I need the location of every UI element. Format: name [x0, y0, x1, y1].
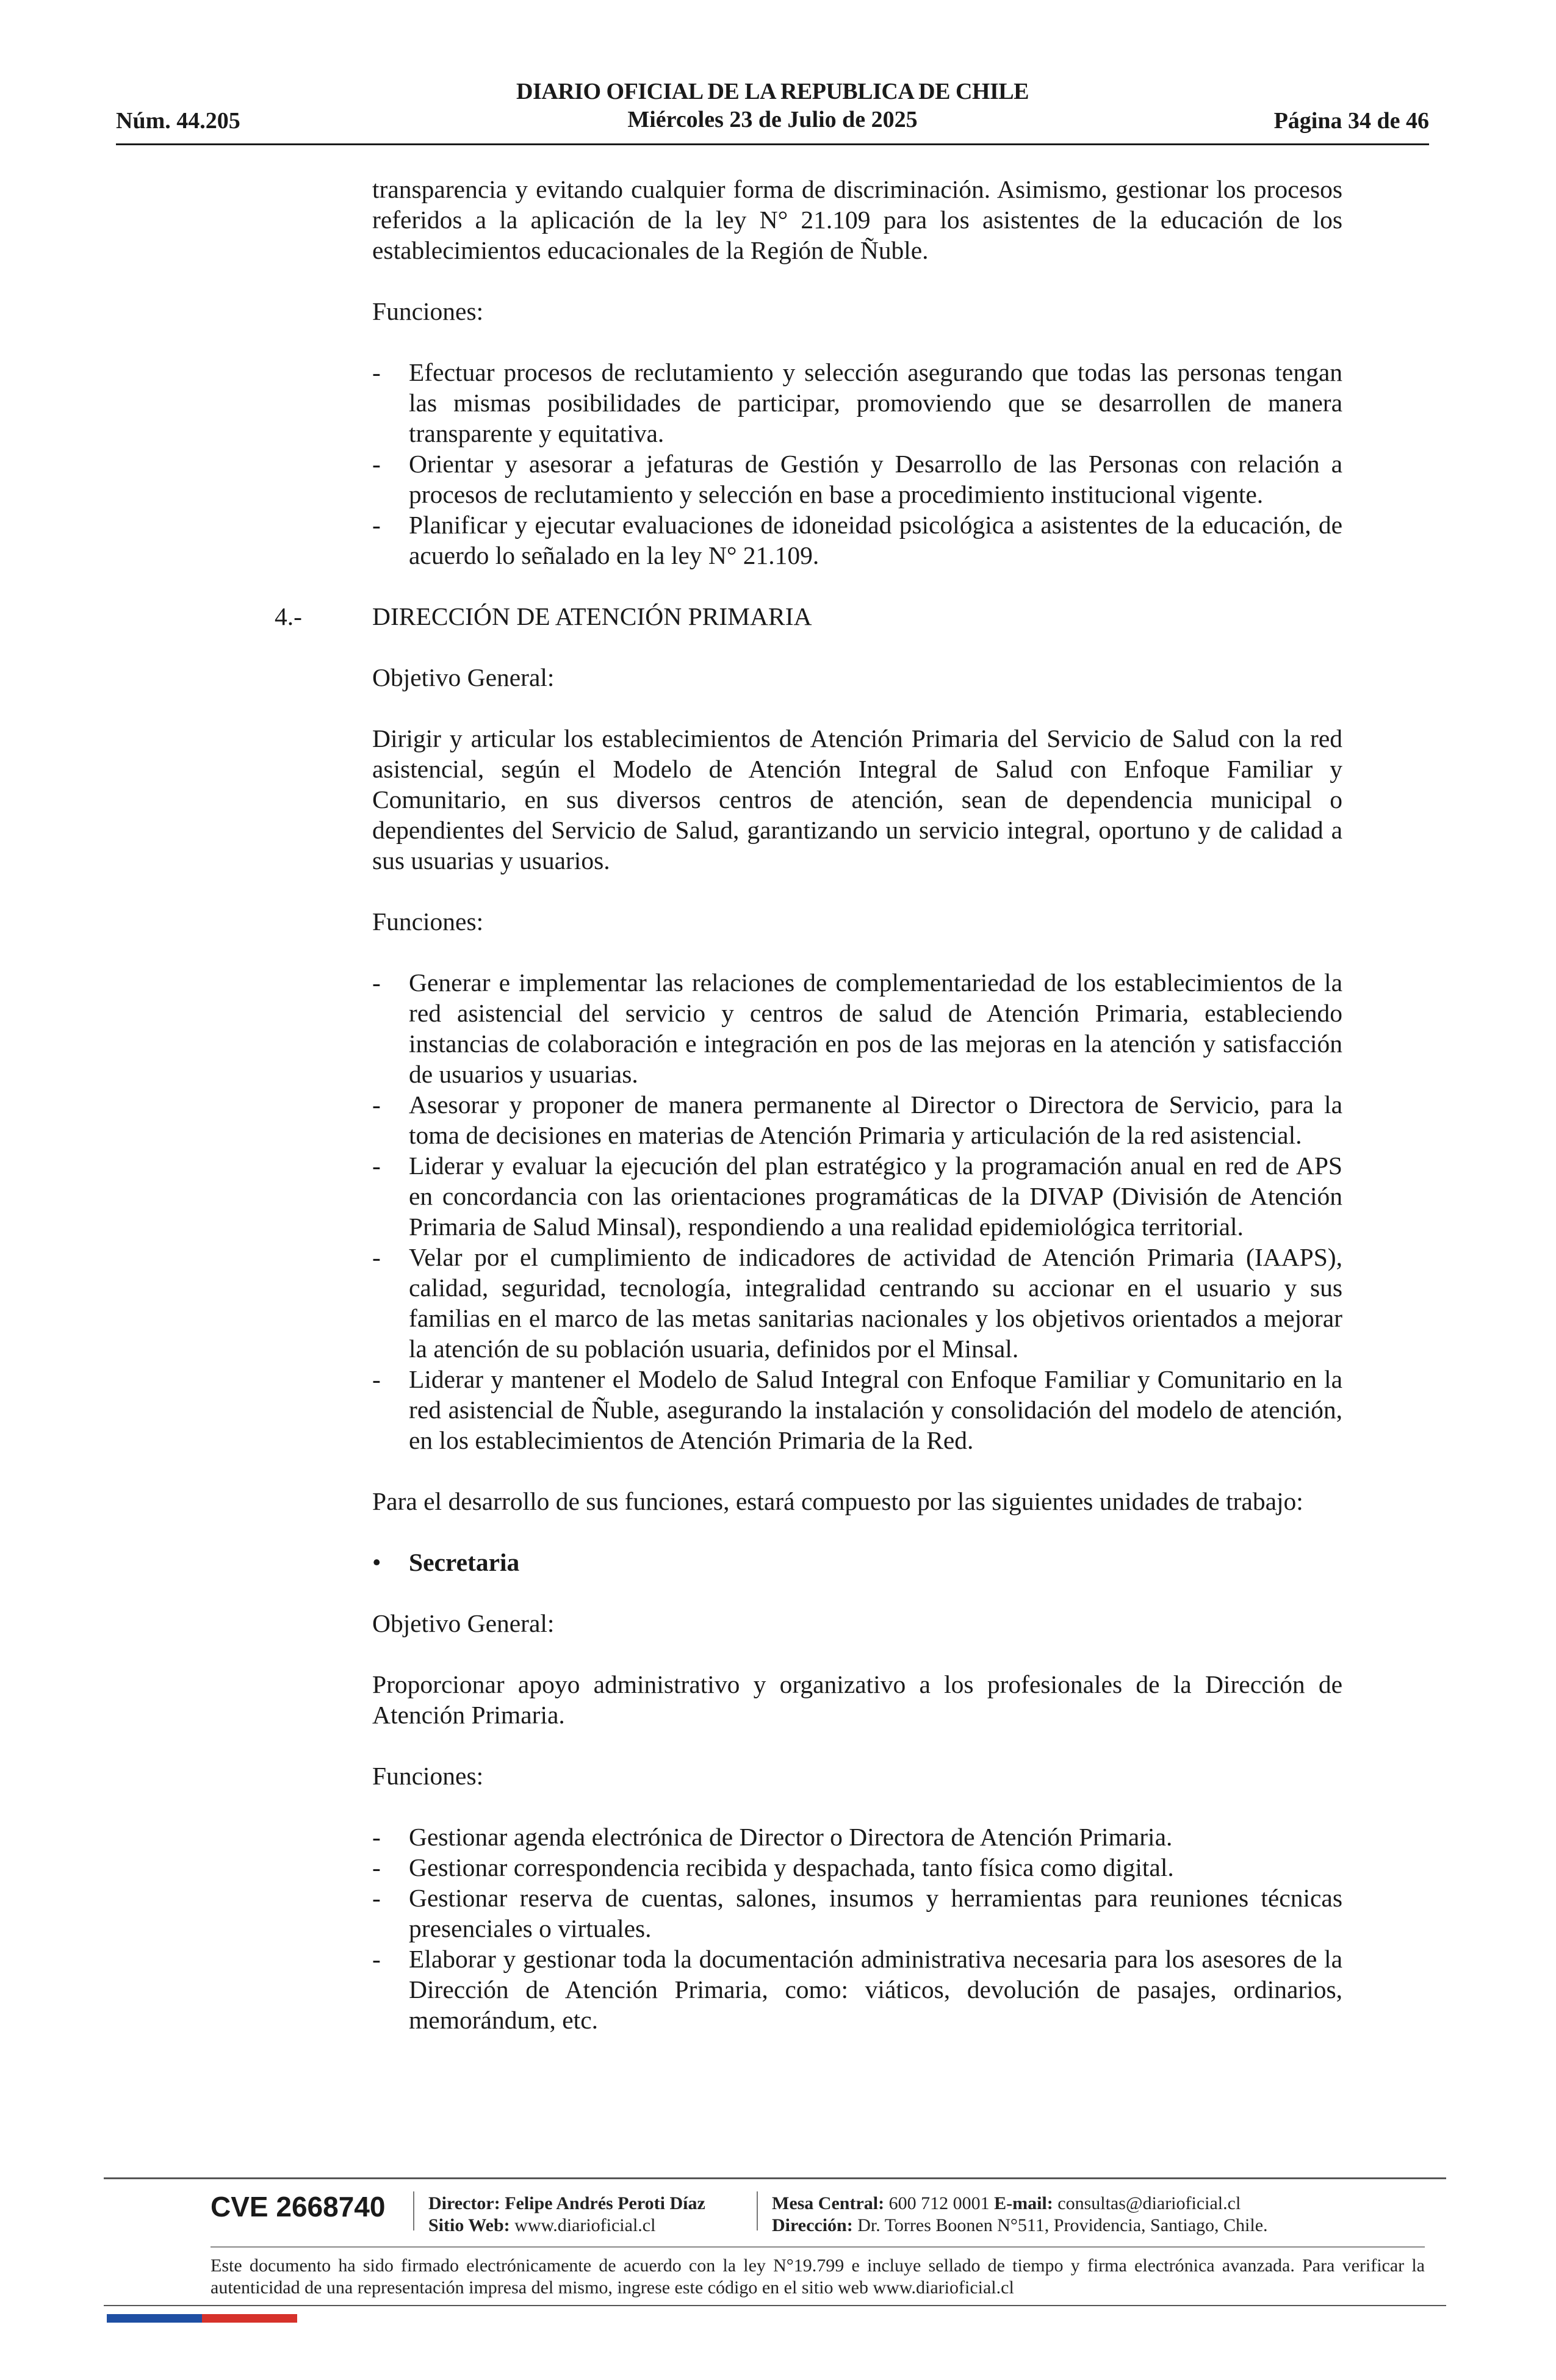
unit-title: Secretaria	[409, 1548, 520, 1576]
list-item: - Velar por el cumplimiento de indicadores de actividad de Atención Primaria (IAAPS), calidad, seguridad, tecnología, integralidad centrando su accionar en el usuario y sus familias en el marco de las metas sanitarias nacionales y los objetivos orientados a mejorar la atención de su población usuaria, definidos por el Minsal.	[372, 1243, 1342, 1363]
list-item: - Orientar y asesorar a jefaturas de Gestión y Desarrollo de las Personas con relación a procesos de reclutamiento y selección en base a procedimiento institucional vigente.	[372, 450, 1342, 508]
flag-blue-band	[107, 2314, 202, 2323]
funciones-label: Funciones:	[372, 907, 484, 936]
list-item: - Planificar y ejecutar evaluaciones de idoneidad psicológica a asistentes de la educación, de acuerdo lo señalado en la ley N° 21.109.	[372, 511, 1342, 569]
footer-contact-block: Mesa Central: 600 712 0001 E-mail: consultas@diarioficial.cl Dirección: Dr. Torres Boonen N°511, Providencia, Santiago, Chile.	[772, 2193, 1268, 2235]
page-header	[116, 73, 1429, 145]
list-item: - Efectuar procesos de reclutamiento y selección asegurando que todas las personas tengan las mismas posibilidades de participar, promoviendo que se desarrollen de manera transparente y equitativa.	[372, 358, 1342, 447]
funciones-list	[372, 967, 1342, 1455]
director-name: Felipe Andrés Peroti Díaz	[505, 2193, 705, 2213]
flag-stripe	[107, 2314, 297, 2323]
section-title: DIRECCIÓN DE ATENCIÓN PRIMARIA	[372, 602, 812, 630]
list-item: - Gestionar correspondencia recibida y despachada, tanto física como digital.	[372, 1853, 1174, 1881]
footer-director-block: Director: Felipe Andrés Peroti Díaz Sitio Web: www.diarioficial.cl	[428, 2193, 705, 2235]
list-item: - Gestionar agenda electrónica de Director o Directora de Atención Primaria.	[372, 1823, 1173, 1851]
list-item: - Generar e implementar las relaciones de complementariedad de los establecimientos de la red asistencial del servicio y centros de salud de Atención Primaria, estableciendo instancias de colaboración e integración en pos de las mejoras en la atención y satisfacción de usuarios y usuarias.	[372, 968, 1342, 1088]
publication-title: DIARIO OFICIAL DE LA REPUBLICA DE CHILE	[516, 79, 1029, 104]
address: Dr. Torres Boonen N°511, Providencia, Santiago, Chile.	[857, 2215, 1268, 2235]
header-divider	[116, 143, 1429, 145]
website-link[interactable]: www.diarioficial.cl	[514, 2215, 656, 2235]
phone-number: 600 712 0001	[888, 2193, 990, 2213]
list-item: - Liderar y evaluar la ejecución del plan estratégico y la programación anual en red de APS en concordancia con las orientaciones programáticas de la DIVAP (División de Atención Primaria de Salud Minsal), respondiendo a una realidad epidemiológica territorial.	[372, 1152, 1342, 1241]
page-number: Página 34 de 46	[1273, 108, 1429, 134]
objetivo-label: Objetivo General:	[372, 1609, 555, 1637]
page-footer	[104, 2177, 1446, 2306]
list-item: - Liderar y mantener el Modelo de Salud Integral con Enfoque Familiar y Comunitario en la red asistencial de Ñuble, asegurando la instalación y consolidación del modelo de atención, en los establecimientos de Atención Primaria de la Red.	[372, 1365, 1342, 1454]
funciones-label: Funciones:	[372, 297, 484, 325]
section-heading	[275, 601, 1342, 632]
objetivo-paragraph: Dirigir y articular los establecimientos de Atención Primaria del Servicio de Salud con la red asistencial, según el Modelo de Atención Integral de Salud con Enfoque Familiar y Comunitario, en sus diversos centros de atención, sean de dependencia municipal o dependientes del Servicio de Salud, garantizando un servicio integral, oportuno y de calidad a sus usuarias y usuarios.	[372, 724, 1342, 874]
cve-code: CVE 2668740	[211, 2191, 386, 2223]
document-body	[275, 174, 1342, 2035]
signature-note: Este documento ha sido firmado electrónicamente de acuerdo con la ley N°19.799 e incluye sellado de tiempo y firma electrónica avanzada. Para verificar la autenticidad de una representación impresa del mismo, ingrese este código en el sitio web www.diarioficial.cl	[211, 2256, 1425, 2298]
section-number: 4.-	[275, 602, 302, 630]
objetivo-label: Objetivo General:	[372, 663, 555, 691]
intro-paragraph: transparencia y evitando cualquier forma de discriminación. Asimismo, gestionar los procesos referidos a la aplicación de la ley N° 21.109 para los asistentes de la educación de los establecimientos educacionales de la Región de Ñuble.	[372, 175, 1342, 264]
list-item: - Elaborar y gestionar toda la documentación administrativa necesaria para los asesores de la Dirección de Atención Primaria, como: viáticos, devolución de pasajes, ordinarios, memorándum, etc.	[372, 1945, 1342, 2034]
issue-date: Miércoles 23 de Julio de 2025	[627, 107, 918, 132]
list-item: - Gestionar reserva de cuentas, salones, insumos y herramientas para reuniones técnicas presenciales o virtuales.	[372, 1884, 1342, 1942]
funciones-list	[372, 357, 1342, 571]
funciones-list	[372, 1822, 1342, 2035]
issue-number: Núm. 44.205	[116, 108, 240, 134]
email-link[interactable]: consultas@diarioficial.cl	[1057, 2193, 1241, 2213]
bullet: •	[372, 1548, 381, 1576]
list-item: - Asesorar y proponer de manera permanente al Director o Directora de Servicio, para la toma de decisiones en materias de Atención Primaria y articulación de la red asistencial.	[372, 1091, 1342, 1149]
flag-red-band	[202, 2314, 297, 2323]
unit-heading	[372, 1547, 1342, 1578]
units-intro-paragraph: Para el desarrollo de sus funciones, estará compuesto por las siguientes unidades de trabajo:	[372, 1487, 1303, 1515]
funciones-label: Funciones:	[372, 1762, 484, 1790]
unit-objetivo-paragraph: Proporcionar apoyo administrativo y organizativo a los profesionales de la Dirección de Atención Primaria.	[372, 1670, 1342, 1729]
